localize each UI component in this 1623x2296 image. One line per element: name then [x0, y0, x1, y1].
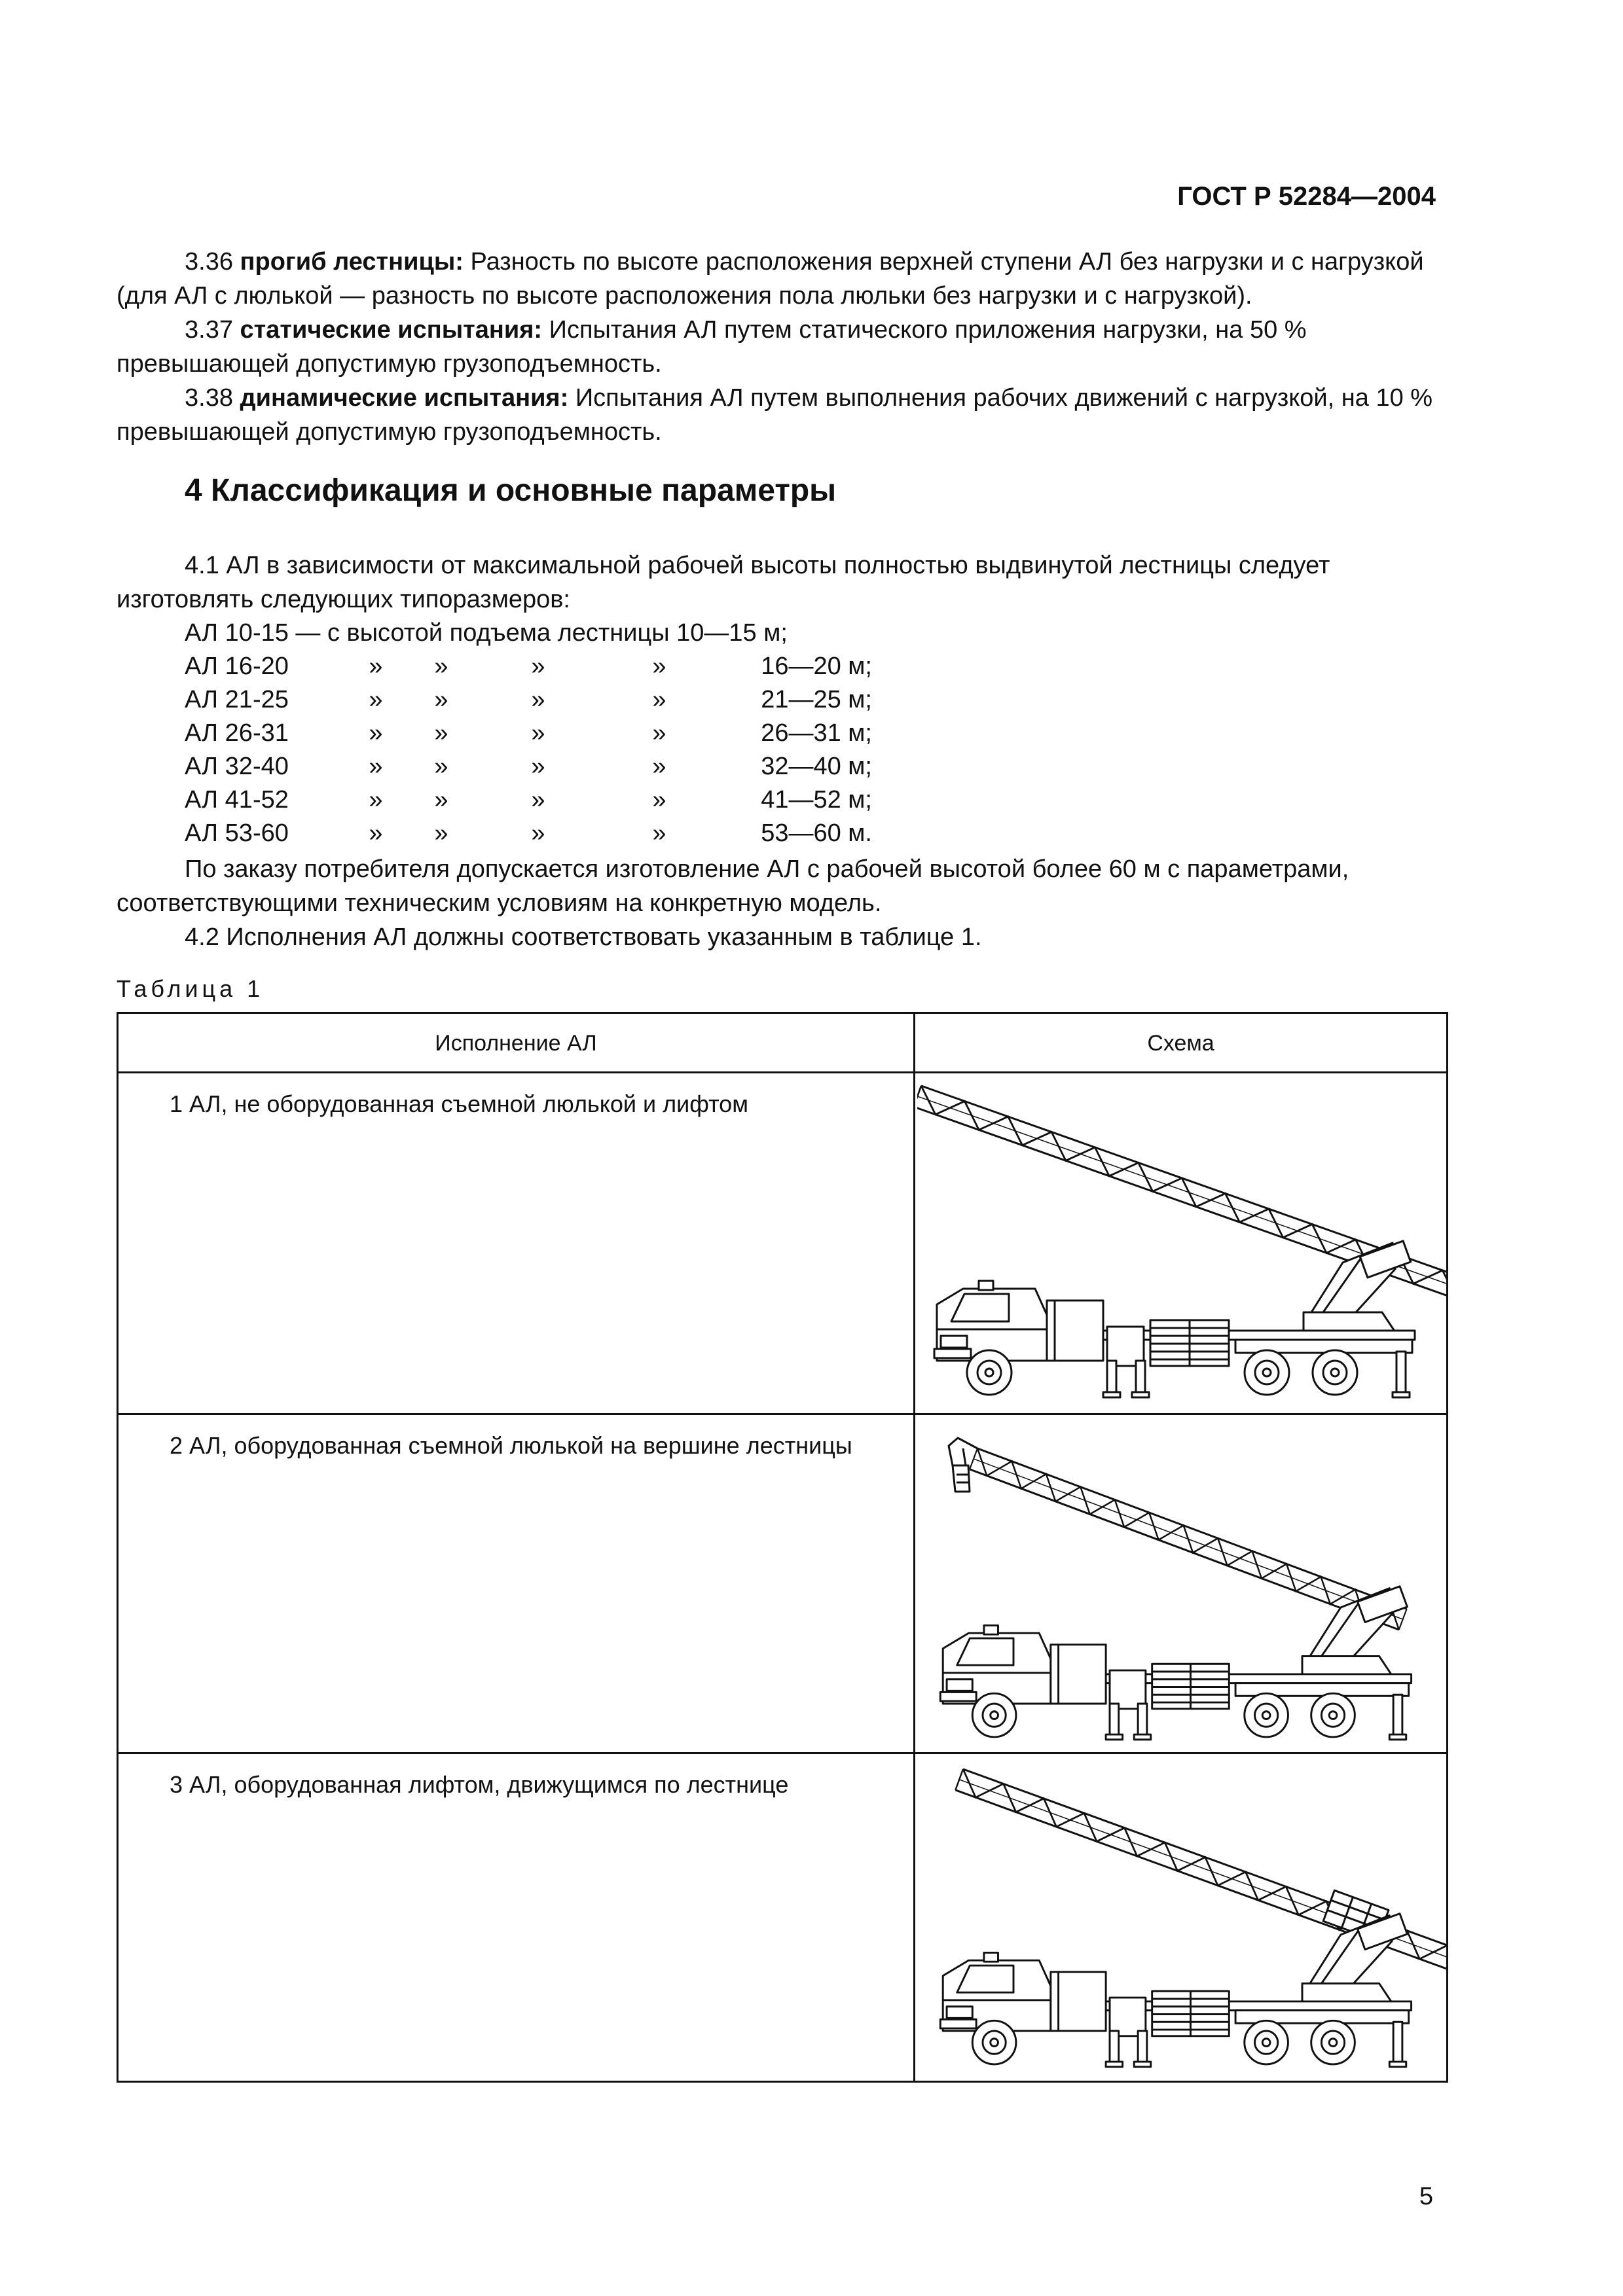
definition-text: Испытания АЛ путем выполнения рабочих движений с нагрузкой, на 10 % превышающей допустимую грузоподъемность.	[117, 384, 1433, 446]
definition-number: 3.37	[185, 316, 233, 344]
size-model: АЛ 21-25	[185, 686, 289, 713]
table-row-divider	[119, 1413, 1446, 1415]
table-row-1-text: 1 АЛ, не оборудованная съемной люлькой и лифтом	[170, 1090, 748, 1117]
ditto-mark: »	[434, 753, 448, 780]
size-model: АЛ 26-31	[185, 719, 289, 747]
paragraph-order	[117, 852, 1439, 920]
ditto-mark: »	[531, 653, 545, 680]
sizes-first-line: АЛ 10-15 — с высотой подъема лестницы 10—15 м;	[185, 619, 788, 647]
paragraph-4-1	[117, 548, 1439, 617]
ditto-mark: »	[434, 786, 448, 814]
ditto-mark: »	[531, 819, 545, 847]
size-range: 53—60 м.	[761, 819, 872, 847]
ladder-truck-plain-icon	[917, 1078, 1446, 1409]
paragraph-4-2	[117, 920, 1439, 954]
list-item	[185, 650, 872, 683]
ditto-mark: »	[531, 753, 545, 780]
ditto-mark: »	[652, 653, 666, 680]
ditto-mark: »	[652, 686, 666, 713]
ditto-mark: »	[369, 653, 383, 680]
list-item	[185, 783, 872, 817]
definition-3-36	[117, 245, 1439, 313]
ditto-mark: »	[434, 653, 448, 680]
list-item	[185, 683, 872, 717]
ditto-mark: »	[369, 719, 383, 747]
ditto-mark: »	[531, 686, 545, 713]
ditto-mark: »	[369, 786, 383, 814]
ditto-mark: »	[531, 719, 545, 747]
definition-term: прогиб лестницы:	[240, 248, 464, 276]
table-row-divider	[119, 1752, 1446, 1754]
ditto-mark: »	[652, 753, 666, 780]
size-range: 21—25 м;	[761, 686, 872, 713]
size-model: АЛ 41-52	[185, 786, 289, 814]
ditto-mark: »	[369, 819, 383, 847]
size-model: АЛ 53-60	[185, 819, 289, 847]
paragraph-4-2-text: 4.2 Исполнения АЛ должны соответствовать указанным в таблице 1.	[185, 924, 982, 951]
ladder-truck-lift-icon	[917, 1759, 1446, 2081]
paragraph-4-1-text: 4.1 АЛ в зависимости от максимальной рабочей высоты полностью выдвинутой лестницы следует изготовлять следующих типоразмеров:	[117, 552, 1330, 613]
section-title: 4 Классификация и основные параметры	[185, 473, 837, 508]
list-item	[185, 750, 872, 783]
size-range: 16—20 м;	[761, 653, 872, 680]
list-item	[185, 817, 872, 850]
definition-term: статические испытания:	[240, 316, 543, 344]
table-row-3-text: 3 АЛ, оборудованная лифтом, движущимся по лестнице	[170, 1771, 789, 1798]
size-range: 32—40 м;	[761, 753, 872, 780]
table-row-2-text: 2 АЛ, оборудованная съемной люлькой на вершине лестницы	[170, 1432, 852, 1459]
column-header-version: Исполнение АЛ	[435, 1030, 597, 1056]
document-number: ГОСТ Р 52284—2004	[1177, 182, 1436, 211]
size-model: АЛ 32-40	[185, 753, 289, 780]
ditto-mark: »	[434, 686, 448, 713]
definition-text: Разность по высоте расположения верхней ступени АЛ без нагрузки и с нагрузкой (для АЛ с люлькой — разность по высоте расположения пола люльки без нагрузки и с нагрузкой).	[117, 248, 1424, 310]
sizes-list	[185, 617, 872, 850]
size-model: АЛ 16-20	[185, 653, 289, 680]
list-item	[185, 717, 872, 750]
size-range: 41—52 м;	[761, 786, 872, 814]
definition-term: динамические испытания:	[240, 384, 569, 412]
table-column-divider	[913, 1014, 915, 2081]
ditto-mark: »	[434, 719, 448, 747]
ditto-mark: »	[531, 786, 545, 814]
definition-number: 3.38	[185, 384, 233, 412]
ditto-mark: »	[369, 753, 383, 780]
ditto-mark: »	[369, 686, 383, 713]
table-1	[117, 1012, 1448, 2083]
definition-3-38	[117, 381, 1439, 449]
ditto-mark: »	[652, 719, 666, 747]
list-item	[185, 617, 872, 650]
column-header-scheme: Схема	[1147, 1030, 1214, 1056]
definition-3-37	[117, 313, 1439, 381]
paragraph-order-text: По заказу потребителя допускается изготовление АЛ с рабочей высотой более 60 м с параметрами, соответствующими техническим условиям на конкретную модель.	[117, 855, 1349, 917]
page-number: 5	[1419, 2183, 1433, 2210]
definition-number: 3.36	[185, 248, 233, 276]
definition-text: Испытания АЛ путем статического приложения нагрузки, на 50 % превышающей допустимую грузоподъемность.	[117, 316, 1307, 378]
ditto-mark: »	[652, 786, 666, 814]
ditto-mark: »	[434, 819, 448, 847]
ladder-truck-cradle-icon	[917, 1420, 1446, 1748]
ditto-mark: »	[652, 819, 666, 847]
table-caption: Таблица 1	[117, 975, 264, 1002]
size-range: 26—31 м;	[761, 719, 872, 747]
